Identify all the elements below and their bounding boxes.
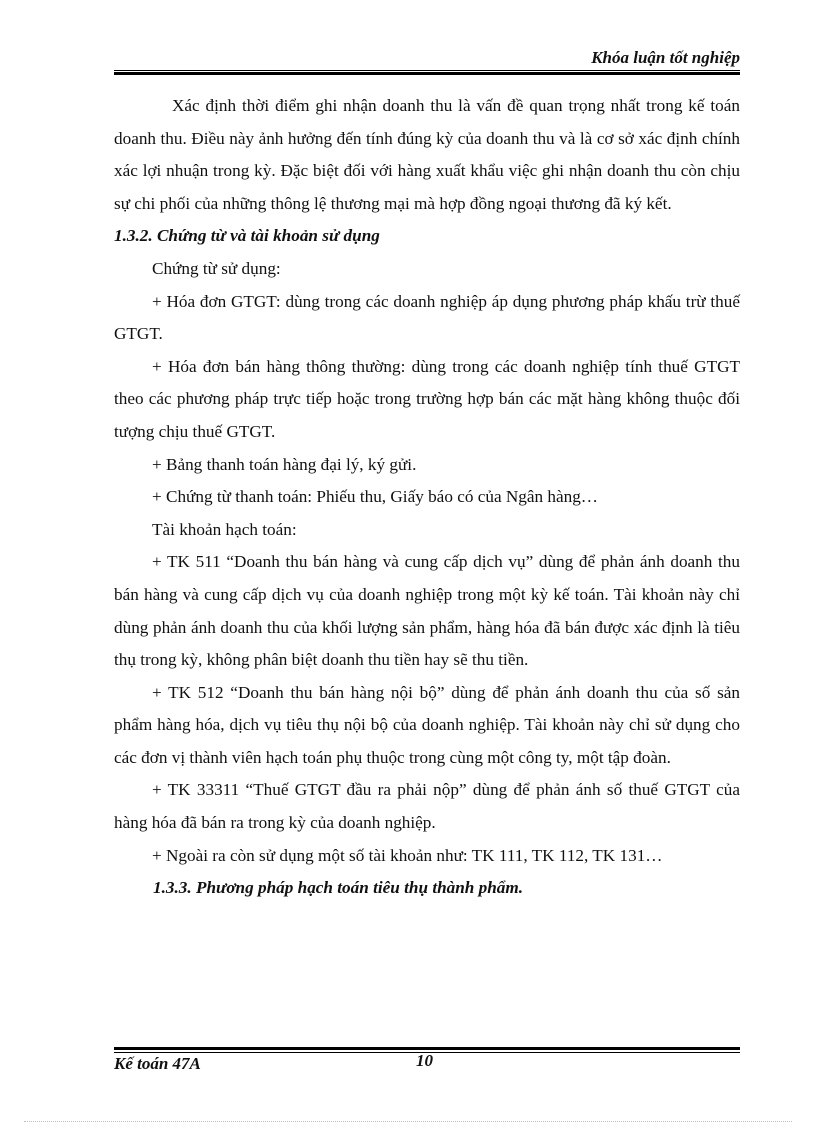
page-edge-dotted-line (24, 1121, 792, 1122)
running-header-title: Khóa luận tốt nghiệp (591, 48, 740, 67)
page-number: 10 (416, 1051, 433, 1070)
account-item-tk33311: + TK 33311 “Thuế GTGT đầu ra phải nộp” dùng để phản ánh số thuế GTGT của hàng hóa đã bán ra trong kỳ của doanh nghiệp. (114, 780, 740, 833)
doc-item-payment-vouchers: + Chứng từ thanh toán: Phiếu thu, Giấy báo có của Ngân hàng… (152, 487, 598, 507)
doc-item-sales-invoice: + Hóa đơn bán hàng thông thường: dùng trong các doanh nghiệp tính thuế GTGT theo các phương pháp trực tiếp hoặc trong trường hợp bán các mặt hàng không thuộc đối tượng chịu thuế GTGT. (114, 356, 740, 441)
footer-class-label: Kế toán 47A (114, 1054, 201, 1073)
header-rule-thin (114, 70, 740, 71)
doc-item-agency-statement: + Bảng thanh toán hàng đại lý, ký gửi. (152, 454, 417, 474)
section-heading-1-3-3: 1.3.3. Phương pháp hạch toán tiêu thụ thành phẩm. (153, 878, 524, 898)
accounts-label: Tài khoản hạch toán: (152, 519, 297, 539)
account-item-others: + Ngoài ra còn sử dụng một số tài khoản như: TK 111, TK 112, TK 131… (152, 845, 663, 865)
page-body (114, 90, 740, 905)
footer-rule-thick (114, 1047, 740, 1050)
header-rule-thick (114, 72, 740, 75)
doc-item-vat-invoice: + Hóa đơn GTGT: dùng trong các doanh nghiệp áp dụng phương pháp khấu trừ thuế GTGT. (114, 291, 740, 344)
account-item-tk511: + TK 511 “Doanh thu bán hàng và cung cấp dịch vụ” dùng để phản ánh doanh thu bán hàng và cung cấp dịch vụ của doanh nghiệp trong một kỳ kế toán. Tài khoản này chỉ dùng phản ánh doanh thu của khối lượng sản phẩm, hàng hóa đã bán được xác định là tiêu thụ trong kỳ, không phân biệt doanh thu tiền hay sẽ thu tiền. (114, 552, 740, 670)
account-item-tk512: + TK 512 “Doanh thu bán hàng nội bộ” dùng để phản ánh doanh thu của số sản phẩm hàng hóa, dịch vụ tiêu thụ nội bộ của doanh nghiệp. Tài khoản này chỉ sử dụng cho các đơn vị thành viên hạch toán phụ thuộc trong cùng một công ty, một tập đoàn. (114, 682, 740, 767)
documents-label: Chứng từ sử dụng: (152, 258, 281, 278)
intro-paragraph: Xác định thời điểm ghi nhận doanh thu là vấn đề quan trọng nhất trong kế toán doanh thu. Điều này ảnh hưởng đến tính đúng kỳ của doanh thu và là cơ sở xác định chính xác lợi nhuận trong kỳ. Đặc biệt đối với hàng xuất khẩu việc ghi nhận doanh thu còn chịu sự chi phối của những thông lệ thương mại mà hợp đồng ngoại thương đã ký kết. (114, 96, 740, 213)
section-heading-1-3-2: 1.3.2. Chứng từ và tài khoản sử dụng (114, 226, 380, 246)
